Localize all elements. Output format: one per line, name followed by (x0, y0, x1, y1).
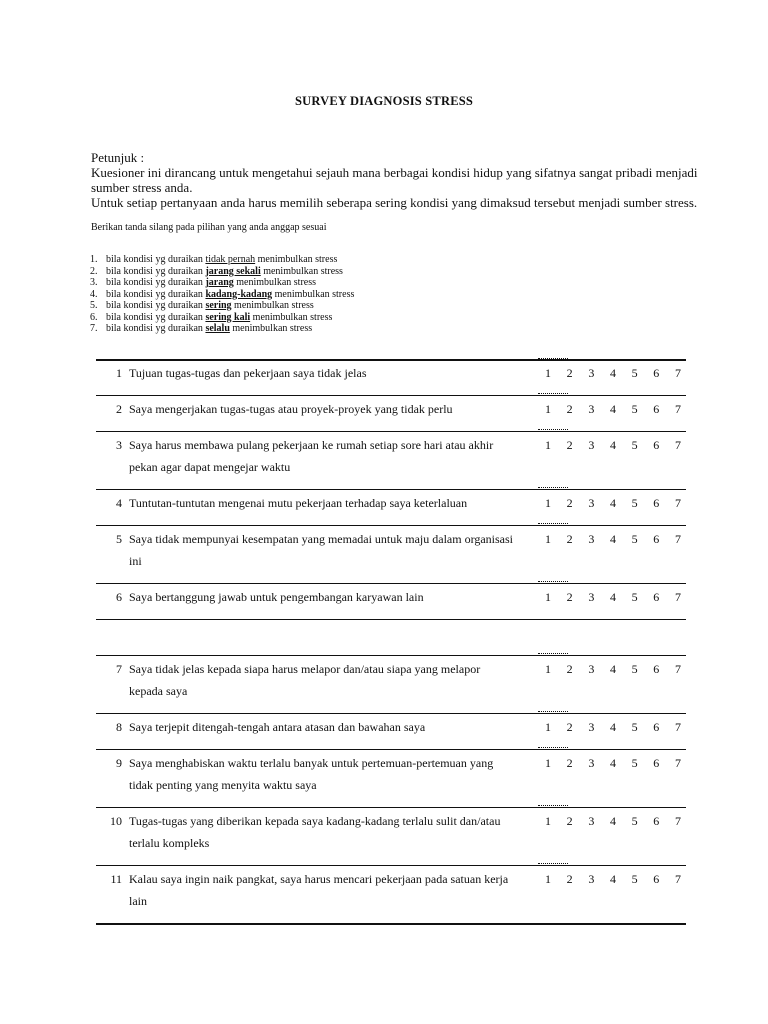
question-text: Tugas-tugas yang diberikan kepada saya kadang-kadang terlalu sulit dan/atau terlalu kompleks (129, 814, 501, 850)
question-number: 9 (116, 756, 122, 770)
rating-option[interactable]: 3 (588, 496, 595, 510)
question-number: 8 (116, 720, 122, 734)
instructions-line-1: Kuesioner ini dirancang untuk mengetahui sejauh mana berbagai kondisi hidup yang sifatnya sangat pribadi menjadi (91, 165, 698, 180)
rating-option[interactable]: 3 (588, 590, 595, 604)
rating-option[interactable]: 5 (631, 366, 638, 380)
rating-option[interactable]: 7 (674, 720, 681, 734)
rating-option[interactable]: 2 (566, 872, 573, 886)
question-number: 1 (116, 366, 122, 380)
question-number: 7 (116, 662, 122, 676)
rating-scale (542, 720, 684, 735)
rating-option[interactable]: 3 (588, 756, 595, 770)
table-rule (96, 807, 686, 808)
rating-option[interactable]: 2 (566, 662, 573, 676)
rating-option[interactable]: 2 (566, 720, 573, 734)
rating-option[interactable]: 3 (588, 366, 595, 380)
rating-option[interactable]: 7 (674, 496, 681, 510)
rating-option[interactable]: 4 (609, 438, 616, 452)
instructions-line-2: sumber stress anda. (91, 180, 193, 195)
table-rule (96, 749, 686, 750)
question-number: 5 (116, 532, 122, 546)
rating-option[interactable]: 2 (566, 814, 573, 828)
rating-option[interactable]: 5 (631, 662, 638, 676)
table-rule (96, 395, 686, 396)
instructions-line-3: Untuk setiap pertanyaan anda harus memilih seberapa sering kondisi yang dimaksud tersebut menjadi sumber stress. (91, 195, 698, 210)
table-rule (96, 489, 686, 490)
legend-item: 3. bila kondisi yg duraikan jarang menimbulkan stress (90, 277, 316, 288)
rating-option[interactable]: 2 (566, 756, 573, 770)
rating-option[interactable]: 6 (653, 532, 660, 546)
rating-option[interactable]: 7 (674, 438, 681, 452)
rating-scale (542, 532, 684, 547)
rating-option[interactable]: 3 (588, 720, 595, 734)
rating-option[interactable]: 6 (653, 756, 660, 770)
rating-option[interactable]: 1 (545, 438, 551, 452)
question-text: Saya terjepit ditengah-tengah antara atasan dan bawahan saya (129, 720, 426, 734)
rating-option[interactable]: 6 (653, 814, 660, 828)
rating-option[interactable]: 1 (545, 756, 551, 770)
table-rule (96, 865, 686, 866)
question-number: 10 (110, 814, 122, 828)
page-title: SURVEY DIAGNOSIS STRESS (294, 94, 474, 108)
rating-option[interactable]: 7 (674, 756, 681, 770)
rating-option[interactable]: 6 (653, 402, 660, 416)
table-rule (96, 713, 686, 714)
question-text: Saya menghabiskan waktu terlalu banyak untuk pertemuan-pertemuan yang tidak penting yang menyita waktu saya (129, 756, 494, 792)
question-number: 3 (116, 438, 122, 452)
rating-scale (542, 438, 684, 453)
question-text: Tuntutan-tuntutan mengenai mutu pekerjaan terhadap saya keterlaluan (129, 496, 468, 510)
marking-instruction: Berikan tanda silang pada pilihan yang anda anggap sesuai (91, 222, 327, 233)
question-number: 6 (116, 590, 122, 604)
rating-option[interactable]: 5 (631, 814, 638, 828)
rating-option[interactable]: 2 (566, 366, 573, 380)
rating-option[interactable]: 5 (631, 532, 638, 546)
rating-option[interactable]: 1 (545, 662, 551, 676)
rating-option[interactable]: 5 (631, 402, 638, 416)
rating-option[interactable]: 7 (674, 402, 681, 416)
table-rule (96, 655, 686, 656)
rating-option[interactable]: 3 (588, 872, 595, 886)
rating-option[interactable]: 3 (588, 662, 595, 676)
rating-option[interactable]: 6 (653, 496, 660, 510)
rating-option[interactable]: 6 (653, 720, 660, 734)
instructions-label: Petunjuk : (91, 150, 145, 165)
rating-option[interactable]: 6 (653, 590, 660, 604)
rating-option[interactable]: 7 (674, 590, 681, 604)
rating-option[interactable]: 4 (609, 662, 616, 676)
scale-legend (90, 254, 354, 335)
rating-option[interactable]: 1 (545, 532, 551, 546)
rating-option[interactable]: 4 (609, 720, 616, 734)
rating-option[interactable]: 3 (588, 438, 595, 452)
rating-option[interactable]: 4 (609, 402, 616, 416)
legend-item: 5. bila kondisi yg duraikan sering menimbulkan stress (90, 300, 314, 311)
rating-option[interactable]: 1 (545, 872, 551, 886)
rating-option[interactable]: 6 (653, 872, 660, 886)
table-rule (96, 583, 686, 584)
question-number: 4 (116, 496, 122, 510)
rating-option[interactable]: 4 (609, 872, 616, 886)
rating-option[interactable]: 2 (566, 532, 573, 546)
rating-option[interactable]: 1 (545, 366, 551, 380)
rating-option[interactable]: 3 (588, 814, 595, 828)
rating-option[interactable]: 7 (674, 814, 681, 828)
rating-scale (542, 366, 684, 381)
rating-option[interactable]: 5 (631, 438, 638, 452)
rating-option[interactable]: 3 (588, 532, 595, 546)
legend-item: 1. bila kondisi yg duraikan tidak pernah menimbulkan stress (90, 254, 338, 265)
rating-option[interactable]: 4 (609, 590, 616, 604)
rating-scale (542, 872, 684, 887)
rating-option[interactable]: 2 (566, 438, 573, 452)
question-text: Saya bertanggung jawab untuk pengembangan karyawan lain (129, 590, 424, 604)
table-rule (96, 619, 686, 620)
question-text: Saya mengerjakan tugas-tugas atau proyek-proyek yang tidak perlu (129, 402, 453, 416)
rating-scale (542, 814, 684, 829)
rating-option[interactable]: 1 (545, 496, 551, 510)
rating-option[interactable]: 5 (631, 872, 638, 886)
rating-option[interactable]: 2 (566, 590, 573, 604)
rating-option[interactable]: 1 (545, 720, 551, 734)
table-rule (96, 431, 686, 432)
rating-option[interactable]: 5 (631, 720, 638, 734)
legend-item: 7. bila kondisi yg duraikan selalu menimbulkan stress (90, 323, 313, 334)
rating-option[interactable]: 5 (631, 590, 638, 604)
rating-option[interactable]: 6 (653, 662, 660, 676)
question-text: Saya tidak mempunyai kesempatan yang memadai untuk maju dalam organisasi ini (129, 532, 514, 568)
question-text: Tujuan tugas-tugas dan pekerjaan saya tidak jelas (129, 366, 367, 380)
question-text: Saya harus membawa pulang pekerjaan ke rumah setiap sore hari atau akhir pekan agar dapat mengejar waktu (129, 438, 494, 474)
question-number: 2 (116, 402, 122, 416)
rating-scale (542, 756, 684, 771)
rating-option[interactable]: 7 (674, 532, 681, 546)
rating-option[interactable]: 7 (674, 662, 681, 676)
rating-scale (542, 496, 684, 511)
rating-option[interactable]: 4 (609, 532, 616, 546)
question-text: Saya tidak jelas kepada siapa harus melapor dan/atau siapa yang melapor kepada saya (129, 662, 481, 698)
rating-option[interactable]: 5 (631, 756, 638, 770)
rating-option[interactable]: 1 (545, 814, 551, 828)
rating-option[interactable]: 1 (545, 590, 551, 604)
rating-option[interactable]: 7 (674, 872, 681, 886)
rating-option[interactable]: 4 (609, 814, 616, 828)
rating-option[interactable]: 2 (566, 496, 573, 510)
instructions-block (91, 150, 698, 210)
rating-scale (542, 402, 684, 417)
rating-option[interactable]: 3 (588, 402, 595, 416)
table-rule (96, 525, 686, 526)
question-text: Kalau saya ingin naik pangkat, saya harus mencari pekerjaan pada satuan kerja lain (129, 872, 509, 908)
question-number: 11 (110, 872, 122, 886)
rating-option[interactable]: 4 (609, 366, 616, 380)
rating-option[interactable]: 1 (545, 402, 551, 416)
rating-option[interactable]: 2 (566, 402, 573, 416)
rating-option[interactable]: 6 (653, 438, 660, 452)
table-rule (96, 923, 686, 925)
legend-item: 2. bila kondisi yg duraikan jarang sekali menimbulkan stress (90, 265, 343, 277)
rating-option[interactable]: 7 (674, 366, 681, 380)
legend-item: 6. bila kondisi yg duraikan sering kali menimbulkan stress (90, 311, 333, 323)
table-rule (96, 359, 686, 361)
rating-scale (542, 590, 684, 605)
rating-option[interactable]: 6 (653, 366, 660, 380)
legend-item: 4. bila kondisi yg duraikan kadang-kadang menimbulkan stress (90, 288, 355, 300)
rating-option[interactable]: 4 (609, 756, 616, 770)
rating-scale (542, 662, 684, 677)
rating-option[interactable]: 4 (609, 496, 616, 510)
rating-option[interactable]: 5 (631, 496, 638, 510)
